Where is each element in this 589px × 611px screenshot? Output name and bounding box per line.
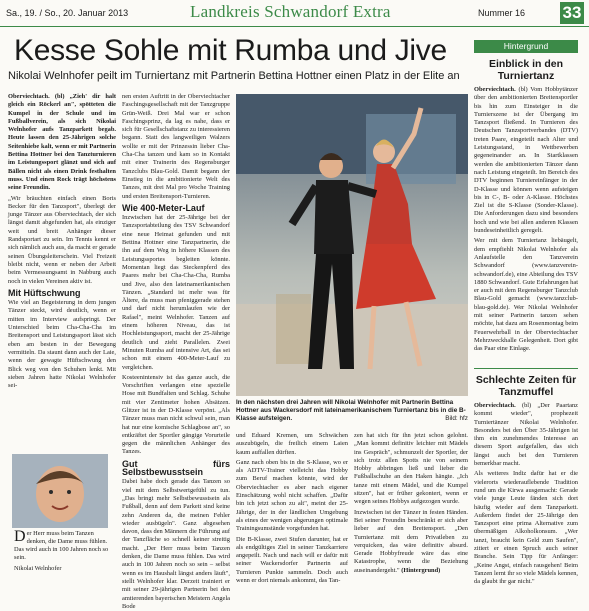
body-paragraph: Dabei habe doch gerade das Tanzen so viel mit dem Selbstwertgefühl zu tun. „Das bringt mehr Selbstbewusstsein als Fußball, denn auf dem Parkett sind keine zehn Anderen da, die meinen Fehler wieder ausbügeln". Ganz abgesehen davon, dass den Männern die Führung auf der Tanzfläche so schnell keiner streitig macht. „Der Herr muss beim Tanzen denken, die Dame muss fühlen. Das wird auch in 100 Jahren noch so sein – selbst wenn es im Haushalt längst anders läuft", stellt Welnhofer klar. Derzeit trainiert er mit seiner 29-jährigen Partnerin bei den amtierenden bayerischen Meistern Angela Bode <box>122 478 230 610</box>
dateline: Oberviechtach. <box>474 402 516 409</box>
dance-couple-photo <box>236 94 468 396</box>
quote-text: er Herr muss beim Tanzen denken, die Dame muss fühlen. Das wird auch in 100 Jahren noch so sein. <box>14 530 109 561</box>
sidebar-box1: Oberviechtach. (bl) Vom Hobbytänzer über den ambitionierten Breitensportler bis hin zum Einsteiger in die Turnierszene ist der Übergang im Tanzsport fließend. In Turnieren des Deutschen Tanzsportverbandes (DTV) treten Paare, eingeteilt nach Alter und Leistungsstand, in Wettbewerben gegeneinander an. In Startklassen werden die ambitionierten Tänzer dann nach Leistung eingeteilt. Im Bereich des DTV beginnen Turniereinfänger in der D-Klasse und können wenn aufsteigen bis in C-, B- oder A-Klasse. Höchstes Ziel ist die S-Klasse (Sonder-Klasse). Die Anforderungen dazu sind besonders hoch und wie bei allen anderen Klassen bundeseinheitlich geregelt. Wer mit dem Turniertanz liebäugelt, dem empfiehlt Nikolai Welnhofer als Anlaufstelle den Tanzverein Schwandorf (www.tanzverein-schwandorf.de), eine Abteilung des TSV 1880 Schwandorf. Gute Erfahrungen hat er auch mit dem Regensburger Tanzclub Blau-Gold gemacht (www.tanzclub-blau-gold.de). Wer Nikolai Welnhofer mit seiner Partnerin tanzen sehen möchte, hat dazu am Rosenmontag beim Feuerwehrball in der Oberviechtacher Mehrzweckhalle Gelegenheit. Dort gibt das Paar eine Einlage. <box>474 86 578 353</box>
sidebar-divider <box>474 368 578 369</box>
page-header <box>0 0 589 26</box>
body-paragraph: Wie viel an Begeisterung in dem jungen Tänzer steckt, wird deutlich, wenn er mitten im Interview aufspringt. Der Unterschied beim Cha-Cha-Cha im Breitensport und Leistungssport lässt sich eben am besten in der Bewegung vermitteln. Da staunt dann auch der Laie, wenn der gewagte Hüftschwung den Blick weg von den Schuhen lenkt. Mit sieben Jahren hatte Nikolai Welnhofer sei- <box>8 299 116 390</box>
body-paragraph: Ganz nach oben bis in die S-Klasse, wo er als ADTV-Trainer vielleicht das Hobby zum Beruf machen könnte, wird der Oberviechtacher es aber nach eigener Einschätzung wohl nicht schaffen. „Dafür bin ich jetzt schon zu alt", meint der 25-Jährige, der in der ländlichen Umgebung als eines der wenigen abgerungen optimale Trainingsumstände vorgefunden hat. <box>236 458 348 533</box>
lead-paragraph: (bl) „Zieh' dir halt gleich ein Röckerl an", spötteten die Kumpel in der Schule und im Fußballverein, als sich Nikolai Welnhofer aufs Tanzparkett begab. Heute lassen den 25-Jährigen solche Seitenhiebe kalt, wenn er mit Partnerin Bettina Hottner bei den Tanzturnieren im Leistungssport glänzt und sich auf Bällen nicht als einen Drink festhalten muss. Und einen Rock trägt höchstens seine Freundin. <box>8 93 116 192</box>
body-paragraph: Inzwischen hat der 25-Jährige bei der Tanzsportabteilung des TSV Schwandorf eine neue Heimat gefunden und mit Bettina Hottner eine Tanzpartnerin, die ihn auf dem Weg in höhere Klassen des Leistungssportes begleiten könnte. Momentan liegt das Steckenpferd des Paares mehr bei Cha-Cha-Cha, Rumba und Jive, also den lateinamerikanischen Tänzen. „Standard ist mehr was für Ältere, da muss man pfeniggerade stehen und darf nicht herumlaufen wie der Rafael", meint Welnhofer. Tanzen auf einem höheren Niveau, das ist Hochleistungssport, macht der 25-Jährige deutlich und zieht Parallelen. Zwei Minuten Rumba auf intensive Art, das sei schon mit einem 400-Meter-Lauf zu vergleichen. <box>122 214 230 371</box>
body-paragraph: Kosteenintensiv ist das ganze auch, die Vorschriften verlangen eine spezielle Hose mit Bundfalten und Schlag. Schuhe mit vier Zentimeter hohen Absätzen. Glitzer ist in der D-Klasse verpönt. „Als Tänzer muss man nicht schwul sein, man hat nur eine komische Schlagbose an", so entkräftet der Sportler gängige Vorurteile gegen die männlichen Anhänger des Tanzes. <box>122 373 230 456</box>
photo-caption: In den nächsten drei Jahren will Nikolai Welnhofer mit Partnerin Bettina Hottner aus Wackersdorf mit lateinamerikanischem Turniertanz bis in die B-Klasse aufsteigen. Bild: hfz <box>236 399 468 422</box>
portrait-quote <box>12 528 112 575</box>
body-paragraph: und Eduard Kremen, um Schwächen auszubügeln, die freilich einem Laien kaum auffallen dürften. <box>236 432 348 456</box>
body-paragraph: Inzwischen ist der Tänzer in festen Händen. Bei seiner Freundin beschränkt er sich aber lieber auf den Breitensport. „Den Turniertanz mit dem Privatleben zu verquicken, das wäre definitiv absurd. Gerade Hobbyfreude wäre das eine Katastrophe, wenn die Beziehung auseinandergeht." (Hintergrund) <box>354 508 468 574</box>
article-column-4 <box>354 432 468 588</box>
byline: (Hintergrund) <box>401 566 441 574</box>
body-paragraph: Die B-Klasse, zwei Stufen darunter, hat er als endgültiges Ziel in seiner Tanzkarriere angepeilt. Nach und nach will er dafür mit seiner Wackersdorfer Partnerin auf Turnieren Punkte sammeln. Doch auch wenn er dort niemals ankommt, das Tan- <box>236 535 348 585</box>
photo-credit: Bild: hfz <box>445 415 468 422</box>
body-paragraph: „Wir bräuchten einfach einen Boris Becker für den Tanzsport", überlegt der junge Tänzer aus Oberviechtach, der sich längst damit abgefunden hat, als einziger weit und breit Anhänger dieser Randsportart zu sein. Im Tennis kennt er sich nämlich auch aus, da macht er gerade seinen Übungsleiterschein. Viel Freizeit bleibt nicht, wenn er neben der Arbeit beim Vermessungsamt in Nabburg auch noch in vielen Vereinen aktiv ist. <box>8 194 116 285</box>
header-rule <box>0 26 589 27</box>
page-number: 33 <box>560 2 584 24</box>
article-column-1 <box>8 93 116 449</box>
sidebar-label: Hintergrund <box>474 40 578 53</box>
subheading: Wie 400-Meter-Lauf <box>122 202 205 213</box>
issue-date: Sa., 19. / So., 20. Januar 2013 <box>6 8 129 18</box>
body-paragraph: zen hat sich für ihn jetzt schon gelohnt. „Man kommt definitiv leichter mit Mädels ins Gespräch", schmunzelt der Sportler, der sich trotz allen Spotts nie von seinem Hobby abbringen ließ und lieber die Fußballschuhe an den Haken hängte. „Ich tanze mit einem Mädel, und die Kumpel sitzen", hat er früher gekontert, wenn er wegen seines Hobbys aufgezogen wurde. <box>354 432 468 506</box>
sidebar-box2: Oberviechtach. (bl) „Der Paartanz kommt wieder", prophezeit Turniertänzer Nikolai Welnhofer. Besonders bei den Über 35-Jährigen ist ihm ein zunehmendes Interesse an diesem Sport aufgefallen, das sich längst auch bei den Turnieren bemerkbar macht. Als weiteres Indiz dafür hat er die vielerorts wiederauflebende Tradition rund um die Kirwa ausgemacht: Gerade viele junge Leute fänden sich dort häufig wieder auf dem Tanzparkett. Außerdem findet der 25-Jährige den Tanzsport eine prima Alternative zum übermäßigen Alkoholkonsum. „Wer tanzt, braucht kein Geld zum Saufen", zitiert er einen Spruch auch seiner Branche. Sein Tipp für Anfänger: „Keine Angst, einfach rausgehen! Beim Tanzen lernt ihr so viele Mädels kennen, da glaubt ihr gar nicht." <box>474 402 578 586</box>
sidebar-box1-title: Einblick in den Turniertanz <box>488 58 564 82</box>
subheading: Mit Hüftschwung <box>8 287 81 298</box>
body-paragraph: Als weiteres Indiz dafür hat er die vielerorts wiederauflebende Tradition rund um die Kirwa ausgemacht: Gerade viele junge Leute fänden sich dort häufig wieder auf dem Tanzparkett. Außerdem findet der 25-Jährige den Tanzsport eine prima Alternative zum übermäßigen Alkoholkonsum. „Wer tanzt, braucht kein Geld zum Saufen", zitiert er einen Spruch auch seiner Branche. Sein Tipp für Anfänger: „Keine Angst, einfach rausgehen! Beim Tanzen lernt ihr so viele Mädels kennen, da glaubt ihr gar nicht." <box>474 470 578 586</box>
body-paragraph: nen ersten Auftritt in der Oberviechtacher Faschingsgesellschaft mit der Tanzgruppe Grün-Weiß. Drei Mal war er schon Faschingsprinz, da lag es nahe, dass er sich für Gesellschaftstanz zu interessieren begann. Statt des langweiligen Walzers wollte er mit der Prinzessin lieber Cha-Cha-Cha tanzen und kam so in Kontakt mit einer Trainerin des Regensburger Tanzclubs Blau-Gold. Damit begann der Einstieg in die ambitionierte Welt des Tanzes, mit drei Mal pro Woche Training und ersten Breitensport-Turnieren. <box>122 93 230 200</box>
section-title: Landkreis Schwandorf Extra <box>190 2 391 21</box>
article-column-2 <box>122 93 230 610</box>
article-column-3 <box>236 432 348 588</box>
dateline: Oberviechtach. <box>8 93 50 100</box>
subheading: Gut fürs Selbstbewusstsein <box>122 458 230 478</box>
drop-cap: D <box>14 528 26 545</box>
issue-number: Nummer 16 <box>478 8 526 18</box>
dateline: Oberviechtach. <box>474 86 516 93</box>
quote-author: Nikolai Welnhofer <box>14 565 62 572</box>
sidebar-box2-title: Schlechte Zeiten für Tanzmuffel <box>475 374 577 398</box>
article-headline: Kesse Sohle mit Rumba und Jive <box>14 34 447 67</box>
article-subhead: Nikolai Welnhofer peilt im Turniertanz mit Partnerin Bettina Hottner einen Platz in der Elite an <box>8 70 460 82</box>
dance-couple-illustration <box>236 94 468 396</box>
body-paragraph: Wer mit dem Turniertanz liebäugelt, dem empfiehlt Nikolai Welnhofer als Anlaufstelle den Tanzverein Schwandorf (www.tanzverein-schwandorf.de), eine Abteilung des TSV 1880 Schwandorf. Gute Erfahrungen hat er auch mit dem Regensburger Tanzclub Blau-Gold gemacht (www.tanzclub-blau-gold.de). Wer Nikolai Welnhofer mit seiner Partnerin tanzen sehen möchte, hat dazu am Rosenmontag beim Feuerwehrball in der Oberviechtacher Mehrzweckhalle Gelegenheit. Dort gibt das Paar eine Einlage. <box>474 237 578 353</box>
